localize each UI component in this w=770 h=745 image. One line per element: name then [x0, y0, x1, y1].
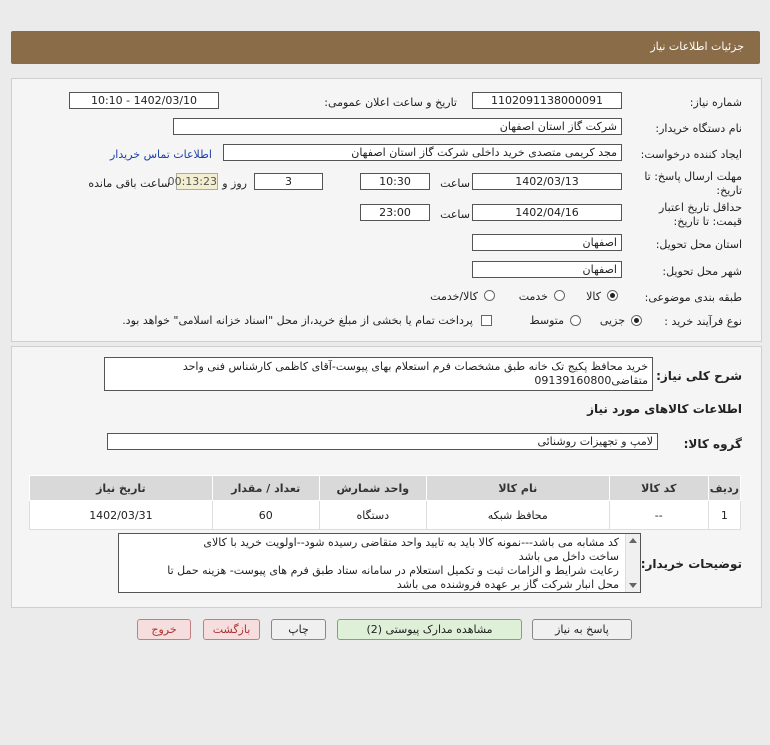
col-header-need-date: تاریخ نیاز [30, 476, 213, 501]
attachments-button[interactable]: مشاهده مدارک پیوستی (2) [337, 619, 522, 640]
buyer-notes-line: محل انبار شرکت گاز بر عهده فروشنده می باشد [396, 578, 619, 591]
validity-time-label: ساعت [440, 208, 470, 221]
reply-button[interactable]: پاسخ به نیاز [532, 619, 632, 640]
buyer-notes-label: توضیحات خریدار: [640, 557, 742, 571]
announce-field: 1402/03/10 - 10:10 [69, 92, 219, 109]
goods-table-header-row [30, 476, 741, 501]
scroll-down-icon[interactable] [629, 583, 637, 588]
buyer-notes-line: کد مشابه می باشد---نمونه کالا باید به تایید واحد متقاضی رسیده شود--اولویت خرید با کالای [203, 536, 619, 549]
contact-buyer-link[interactable]: اطلاعات تماس خریدار [110, 148, 212, 161]
table-row [30, 501, 741, 530]
process-option-medium: متوسط [529, 314, 564, 327]
category-radio-goods[interactable] [607, 290, 618, 301]
cell-quantity: 60 [212, 501, 319, 530]
process-radio-medium[interactable] [570, 315, 581, 326]
page-header [11, 31, 760, 64]
scroll-up-icon[interactable] [629, 538, 637, 543]
summary-label: شرح کلی نیاز: [656, 369, 742, 383]
remaining-label: ساعت باقی مانده [88, 177, 170, 190]
creator-field: مجد کریمی متصدی خرید داخلی شرکت گاز استان اصفهان [223, 144, 622, 161]
remaining-time-field: 00:13:23 [167, 175, 217, 188]
goods-group-field: لامپ و تجهیزات روشنائی [107, 433, 658, 450]
reply-deadline-label-2: تاریخ: [716, 184, 742, 197]
col-header-row-number: ردیف [708, 476, 740, 501]
print-button[interactable]: چاپ [271, 619, 326, 640]
category-radio-goods-service[interactable] [484, 290, 495, 301]
days-field: 3 [254, 173, 323, 190]
reply-time-label: ساعت [440, 177, 470, 190]
treasury-payment-note: پرداخت تمام یا بخشی از مبلغ خرید،از محل "اسناد خزانه اسلامی" خواهد بود. [122, 314, 473, 327]
goods-group-label: گروه کالا: [683, 437, 742, 451]
back-button[interactable]: بازگشت [203, 619, 260, 640]
need-number-label: شماره نیاز: [689, 96, 742, 109]
category-option-goods: کالا [586, 290, 601, 303]
category-option-service: خدمت [518, 290, 548, 303]
col-header-quantity: تعداد / مقدار [212, 476, 319, 501]
col-header-code: کد کالا [609, 476, 708, 501]
reply-date-field: 1402/03/13 [472, 173, 622, 190]
validity-label-2: قیمت: تا تاریخ: [673, 215, 742, 228]
category-label: طبقه بندی موضوعی: [644, 291, 742, 304]
reply-time-field: 10:30 [360, 173, 430, 190]
city-field: اصفهان [472, 261, 622, 278]
validity-label: حداقل تاریخ اعتبار [658, 201, 742, 214]
col-header-unit: واحد شمارش [319, 476, 426, 501]
notes-scrollbar[interactable] [625, 534, 640, 592]
cell-unit: دستگاه [319, 501, 426, 530]
goods-section-title: اطلاعات کالاهای مورد نیاز [587, 402, 742, 416]
exit-button[interactable]: خروج [137, 619, 191, 640]
reply-deadline-label: مهلت ارسال پاسخ: تا [644, 170, 742, 183]
category-radio-service[interactable] [554, 290, 565, 301]
cell-code: -- [609, 501, 708, 530]
buyer-notes-box[interactable] [118, 533, 641, 593]
process-type-label: نوع فرآیند خرید : [664, 315, 742, 328]
days-label: روز و [222, 177, 247, 190]
page-title: جزئیات اطلاعات نیاز [650, 40, 744, 53]
buyer-notes-line: رعایت شرایط و الزامات ثبت و تکمیل استعلام در سامانه ستاد طبق فرم های پیوست- هزینه حمل تا [167, 564, 619, 577]
goods-table [29, 475, 741, 530]
process-radio-minor[interactable] [631, 315, 642, 326]
validity-time-field: 23:00 [360, 204, 430, 221]
cell-name: محافظ شبکه [426, 501, 609, 530]
summary-text-box [104, 357, 653, 391]
cell-need-date: 1402/03/31 [30, 501, 213, 530]
validity-date-field: 1402/04/16 [472, 204, 622, 221]
need-number-field: 1102091138000091 [472, 92, 622, 109]
cell-row-number: 1 [708, 501, 740, 530]
process-option-minor: جزیی [599, 314, 625, 327]
summary-text: خرید محافظ پکیج تک خانه طبق مشخصات فرم استعلام بهای پیوست-آقای کاظمی کارشناس فنی واحد متقاضی09139160800 [182, 360, 648, 387]
buyer-notes-line: ساخت داخل می باشد [518, 550, 619, 563]
province-label: استان محل تحویل: [655, 238, 742, 251]
announce-label: تاریخ و ساعت اعلان عمومی: [324, 96, 457, 109]
buyer-org-label: نام دستگاه خریدار: [655, 122, 742, 135]
treasury-payment-checkbox[interactable] [481, 315, 492, 326]
creator-label: ایجاد کننده درخواست: [640, 148, 742, 161]
city-label: شهر محل تحویل: [662, 265, 742, 278]
col-header-name: نام کالا [426, 476, 609, 501]
buyer-org-field: شرکت گاز استان اصفهان [173, 118, 622, 135]
category-option-goods-service: کالا/خدمت [430, 290, 478, 303]
province-field: اصفهان [472, 234, 622, 251]
